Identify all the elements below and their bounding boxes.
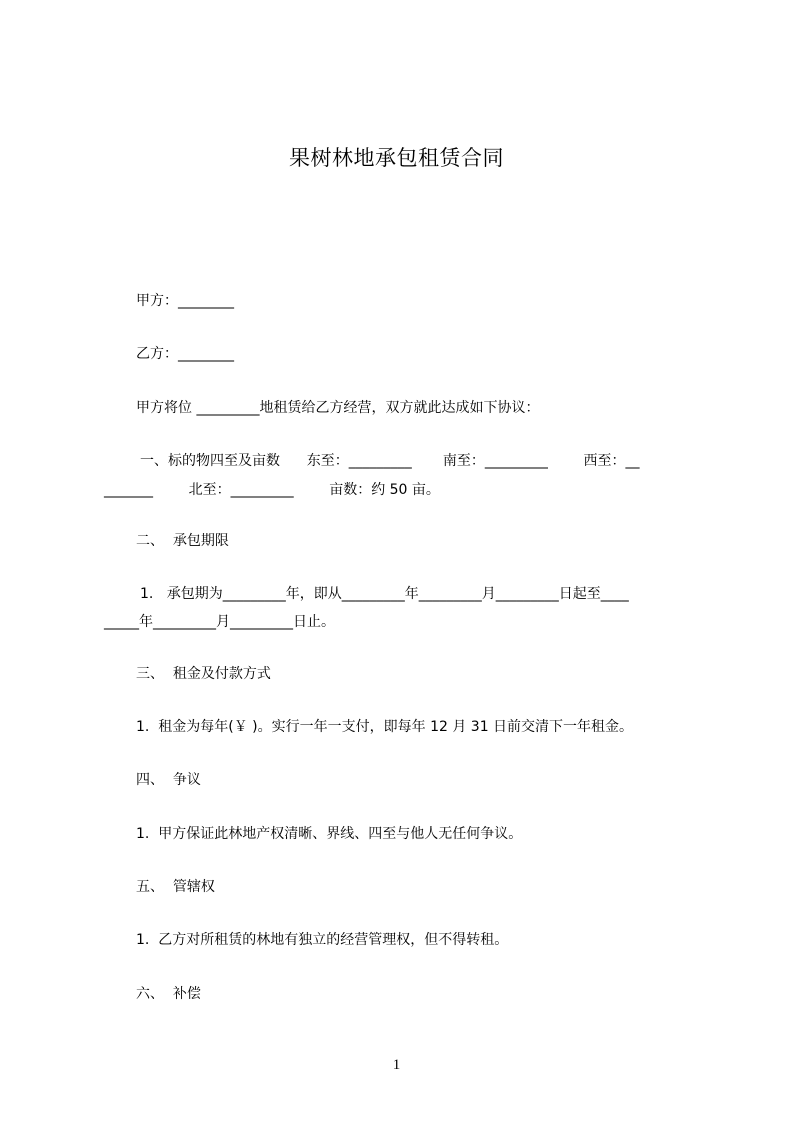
section-5-item-1: 1. 乙方对所租赁的林地有独立的经营管理权，但不得转租。 bbox=[136, 932, 509, 948]
intro-paragraph: 甲方将位 _________地租赁给乙方经营，双方就此达成如下协议： bbox=[136, 400, 540, 416]
party-a-line: 甲方：________ bbox=[136, 293, 234, 309]
section-3-heading: 三、 租金及付款方式 bbox=[136, 666, 271, 682]
section-6-heading: 六、 补偿 bbox=[136, 986, 201, 1002]
section-4-heading: 四、 争议 bbox=[136, 772, 201, 788]
document-title: 果树林地承包租赁合同 bbox=[289, 146, 504, 170]
section-5-heading: 五、 管辖权 bbox=[136, 879, 215, 895]
page-number: 1 bbox=[392, 1057, 401, 1073]
section-2-item-1-line-2: _____年_________月_________日止。 bbox=[104, 614, 335, 630]
party-b-line: 乙方：________ bbox=[136, 346, 234, 362]
section-1-line-2: _______ 北至：_________ 亩数：约 50 亩。 bbox=[104, 482, 440, 498]
section-2-heading: 二、 承包期限 bbox=[136, 533, 229, 549]
section-1-line-1: 一、标的物四至及亩数 东至：_________ 南至：_________ 西至：__ bbox=[140, 453, 640, 469]
section-4-item-1: 1. 甲方保证此林地产权清晰、界线、四至与他人无任何争议。 bbox=[136, 826, 523, 842]
section-3-item-1: 1. 租金为每年(￥ )。实行一年一支付，即每年 12 月 31 日前交清下一年租金。 bbox=[136, 719, 634, 735]
section-2-item-1-line-1: 1. 承包期为_________年，即从_________年_________月_________日起至____ bbox=[140, 586, 629, 602]
